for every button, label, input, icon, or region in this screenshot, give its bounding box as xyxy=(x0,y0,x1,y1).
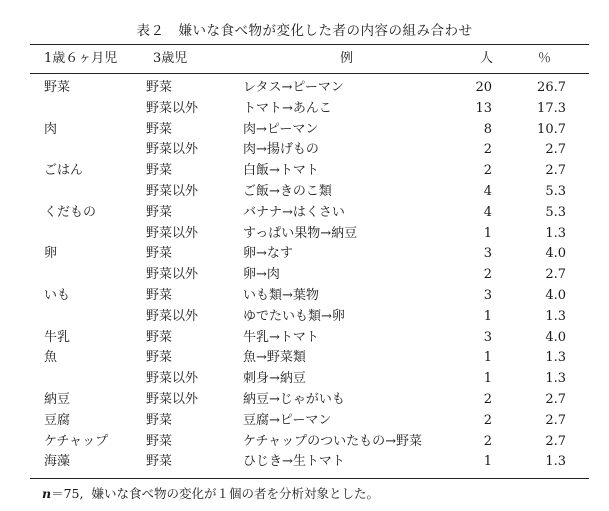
cell-age-3y: 野菜 xyxy=(146,412,173,428)
cell-age-18m: 納豆 xyxy=(44,392,71,407)
header-count: 人 xyxy=(480,51,494,66)
cell-example: 魚→野菜類 xyxy=(243,350,306,366)
cell-example: ご飯→きのこ類 xyxy=(243,184,332,199)
cell-percent: 5.3 xyxy=(545,204,566,220)
cell-age-3y: 野菜以外 xyxy=(146,100,199,116)
cell-example: 卵→肉 xyxy=(243,267,280,283)
cell-age-18m: 肉 xyxy=(44,121,58,137)
cell-age-3y: 野菜 xyxy=(146,433,173,449)
cell-count: 2 xyxy=(483,412,492,428)
cell-count: 1 xyxy=(483,308,492,324)
cell-age-18m: 豆腐 xyxy=(44,412,71,428)
cell-example: 豆腐→ピーマン xyxy=(243,412,332,428)
cell-percent: 4.0 xyxy=(545,246,566,262)
header-example: 例 xyxy=(340,51,354,66)
cell-percent: 5.3 xyxy=(545,184,566,199)
cell-age-3y: 野菜以外 xyxy=(146,142,199,158)
cell-count: 3 xyxy=(483,288,492,303)
cell-age-18m: ごはん xyxy=(44,163,84,179)
cell-percent: 2.7 xyxy=(545,267,566,283)
cell-count: 1 xyxy=(483,454,492,470)
cell-percent: 26.7 xyxy=(537,80,566,95)
cell-age-3y: 野菜以外 xyxy=(146,267,199,283)
cell-age-3y: 野菜以外 xyxy=(146,184,199,199)
cell-example: レタス→ピーマン xyxy=(243,80,344,95)
cell-age-18m: 牛乳 xyxy=(44,329,71,345)
cell-percent: 2.7 xyxy=(545,142,566,158)
cell-percent: 4.0 xyxy=(545,288,566,303)
cell-percent: 2.7 xyxy=(545,412,566,428)
cell-example: バナナ→はくさい xyxy=(243,204,345,220)
cell-age-18m: 魚 xyxy=(44,350,58,366)
cell-count: 2 xyxy=(483,433,492,449)
cell-age-3y: 野菜以外 xyxy=(146,392,199,407)
footnote-n-label: n xyxy=(42,486,52,501)
cell-percent: 1.3 xyxy=(545,308,566,324)
footnote-text: 嫌いな食べ物の変化が１個の者を分析対象とした。 xyxy=(91,486,379,501)
cell-age-3y: 野菜 xyxy=(146,288,173,303)
cell-age-18m: くだもの xyxy=(44,204,97,220)
cell-age-18m: 卵 xyxy=(44,246,58,262)
cell-age-3y: 野菜以外 xyxy=(146,308,199,324)
cell-count: 2 xyxy=(483,267,492,283)
cell-example: 肉→ピーマン xyxy=(243,121,319,137)
cell-percent: 4.0 xyxy=(545,329,566,345)
cell-count: 3 xyxy=(483,246,492,262)
cell-example: 肉→揚げもの xyxy=(243,142,319,158)
cell-example: ケチャップのついたもの→野菜 xyxy=(243,433,422,449)
header-age-3y: 3歳児 xyxy=(153,51,188,66)
table-header-rule xyxy=(30,73,589,74)
cell-count: 1 xyxy=(483,371,492,387)
table-bottom-rule xyxy=(30,478,589,479)
cell-count: 4 xyxy=(483,184,492,199)
cell-percent: 1.3 xyxy=(545,454,566,470)
cell-count: 2 xyxy=(483,163,492,179)
cell-percent: 2.7 xyxy=(545,163,566,179)
table-title: 表２ 嫌いな食べ物が変化した者の内容の組み合わせ xyxy=(136,23,473,39)
cell-percent: 2.7 xyxy=(545,433,566,449)
cell-percent: 2.7 xyxy=(545,392,566,407)
footnote-n-value: ＝75, xyxy=(51,486,84,501)
cell-age-3y: 野菜 xyxy=(146,329,173,345)
cell-example: ゆでたいも類→卵 xyxy=(243,308,345,324)
cell-age-3y: 野菜 xyxy=(146,350,173,366)
cell-age-3y: 野菜 xyxy=(146,246,173,262)
table-footnote xyxy=(42,484,379,502)
cell-age-3y: 野菜 xyxy=(146,163,173,179)
cell-percent: 1.3 xyxy=(545,371,566,387)
cell-count: 13 xyxy=(475,100,492,116)
cell-percent: 1.3 xyxy=(545,225,566,241)
cell-age-18m: 海藻 xyxy=(44,454,71,470)
cell-count: 2 xyxy=(483,392,492,407)
cell-count: 4 xyxy=(483,204,492,220)
table-top-rule xyxy=(30,44,589,45)
header-percent: ％ xyxy=(538,51,552,66)
cell-age-3y: 野菜以外 xyxy=(146,371,199,387)
cell-age-3y: 野菜以外 xyxy=(146,225,199,241)
cell-age-18m: ケチャップ xyxy=(44,433,109,449)
cell-example: 卵→なす xyxy=(243,246,293,262)
cell-example: 白飯→トマト xyxy=(243,163,319,179)
cell-percent: 10.7 xyxy=(537,121,566,137)
cell-age-3y: 野菜 xyxy=(146,80,173,95)
cell-count: 8 xyxy=(483,121,492,137)
cell-age-3y: 野菜 xyxy=(146,454,173,470)
cell-percent: 17.3 xyxy=(537,100,566,116)
cell-example: 牛乳→トマト xyxy=(243,329,319,345)
cell-age-18m: いも xyxy=(44,288,71,303)
cell-example: 納豆→じゃがいも xyxy=(243,392,345,407)
cell-age-18m: 野菜 xyxy=(44,80,71,95)
cell-count: 3 xyxy=(483,329,492,345)
cell-count: 1 xyxy=(483,350,492,366)
cell-age-3y: 野菜 xyxy=(146,121,173,137)
cell-example: すっぱい果物→納豆 xyxy=(243,225,358,241)
cell-percent: 1.3 xyxy=(545,350,566,366)
cell-example: トマト→あんこ xyxy=(243,100,332,116)
cell-count: 1 xyxy=(483,225,492,241)
cell-age-3y: 野菜 xyxy=(146,204,173,220)
cell-example: ひじき→生トマト xyxy=(243,454,345,470)
header-age-18m: 1歳６ヶ月児 xyxy=(44,51,118,66)
cell-count: 2 xyxy=(483,142,492,158)
cell-example: いも類→葉物 xyxy=(243,288,319,303)
cell-example: 刺身→納豆 xyxy=(243,371,306,387)
cell-count: 20 xyxy=(475,80,492,95)
